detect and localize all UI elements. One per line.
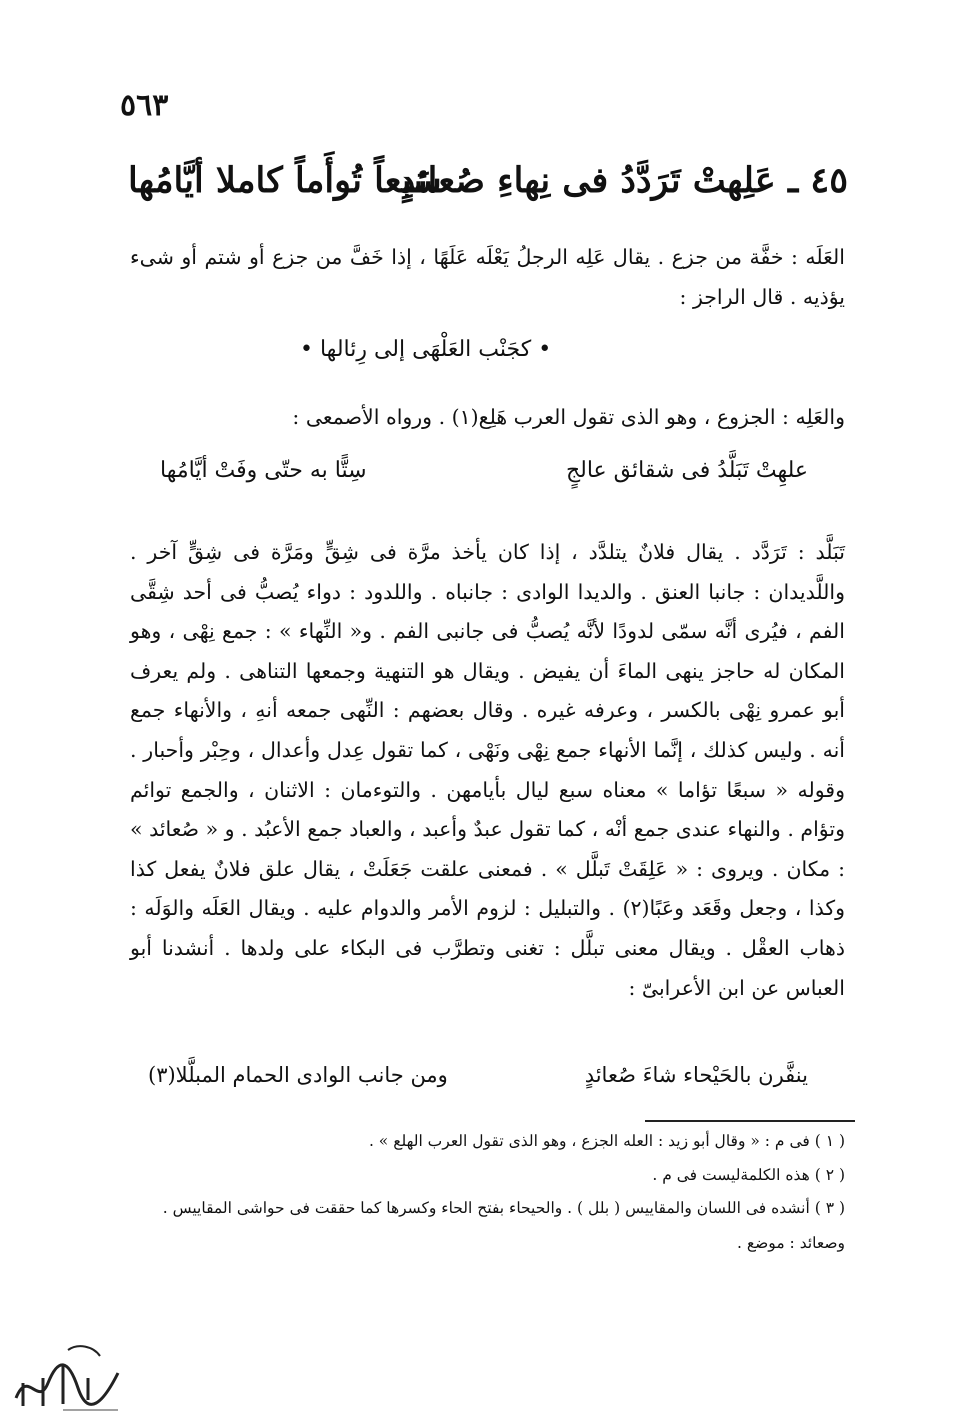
verse-45-first-hemistich: ٤٥ ـ عَلِهتْ تَرَدَّدُ فى نِهاءِ صُعائدٍ (399, 160, 848, 201)
verse-45-second-hemistich: سَبعاً تُوأَماً كاملا أيَّامُها (128, 160, 442, 201)
variant-verse-first-hemistich: علهِتْ تَبَلَّدُ فى شقائق عالجٍ (565, 458, 808, 483)
verse-45 (128, 160, 848, 210)
cited-verse-second-hemistich: ومن جانب الوادى الحمام المبلَّلا(٣) (148, 1063, 448, 1087)
commentary-paragraph-3: تَبَلَّد : تَرَدَّد . يقال فلانٌ يتلدَّد ، إذا كان يأخذ مرَّة فى شِقٍّ ومَرَّة فى شِقٍّ آخر . واللَّديدان : جانبا العنق . والديدا الوادى : جانباه . واللدود : دواء يُصبُّ فى أحد شِقَّى الفم ، فيُرى أنَّه سمّى لدودًا لأنَّه يُصبُّ فى جانبى الفم . و« النِّهاء » : جمع نِهْى ، وهو المكان له حاجز ينهى الماءَ أن يفيض . ويقال هو التنهية وجمعها التناهى . ولم يعرف أبو عمرو نِهْى بالكسر ، وعرفه غيره . وقال بعضهم : النِّهى جمعه أنهِ ، والأنهاء جمع أنه . وليس كذلك ، إنَّما الأنهاء جمع نِهْى ونَهْى ، كما تقول عِدل وأعدال ، وحِبْر وأحبار . وقوله « سبعًا تؤاما » معناه سبع ليال بأيامهن . والتوءمان : الاثنان ، والجمع توائم وتؤام . والنهاء عندى جمع أنْه ، كما تقول عبدٌ وأعبد ، والعباد جمع الأعبُد . و « صُعائد » : مكان . ويروى : « عَلِقَتْ تَبلَّل » . فمعنى علقت جَعَلَتْ ، يقال علق فلانٌ يفعل كذا وكذا ، وجعل وقَعَد وعَبًا(٢) . والتبليل : لزوم الأمر والدوام عليه . ويقال العَلَه والوَلَه : ذهاب العقْل . ويقال معنى تبلَّل : تغنى وتطرَّب فى البكاء على ولدها . أنشدنا أبو العباس عن ابن الأعرابىّ : (130, 540, 845, 1000)
footnote-3: ( ٣ ) أنشده فى اللسان والمقاييس ( بلل ) . والحيحاء بفتح الحاء وكسرها كما حققت فى حواشى المقاييس . (162, 1199, 845, 1217)
commentary-paragraph-1: العَلَه : خفَّة من جزع . يقال عَلِه الرجلُ يَعْلَه عَلَهًا ، إذا خَفَّ من جزع أو شتم أو شىء يؤذيه . قال الراجز : (130, 245, 845, 309)
footnote-3-continuation: وصعائد : موضع . (737, 1234, 845, 1252)
footnote-2: ( ٢ ) هذه الكلمةليست فى م . (652, 1166, 845, 1184)
footnote-1: ( ١ ) فى م : « وقال أبو زيد : العله الجزع ، وهو الذى تقول العرب الهلع » . (368, 1132, 845, 1150)
variant-verse (160, 458, 808, 498)
commentary-paragraph-2: والعَلِه : الجزوع ، وهو الذى تقول العرب هَلِع(١) . ورواه الأصمعى : (292, 405, 845, 429)
cited-verse-first-hemistich: ينفَّرن بالحَيْحاء شاءَ صُعائدٍ (584, 1063, 808, 1087)
rajaz-quote: • كجَنْب العَلْهَى إلى رِئالها • (300, 337, 552, 362)
variant-verse-second-hemistich: سِتًّا به حتّى وفَتْ أيَّامُها (160, 458, 367, 483)
watermark-logo-icon (8, 1338, 128, 1418)
footnote-divider (645, 1120, 855, 1122)
cited-verse (148, 1063, 808, 1103)
page-number: ٥٦٣ (120, 88, 169, 123)
